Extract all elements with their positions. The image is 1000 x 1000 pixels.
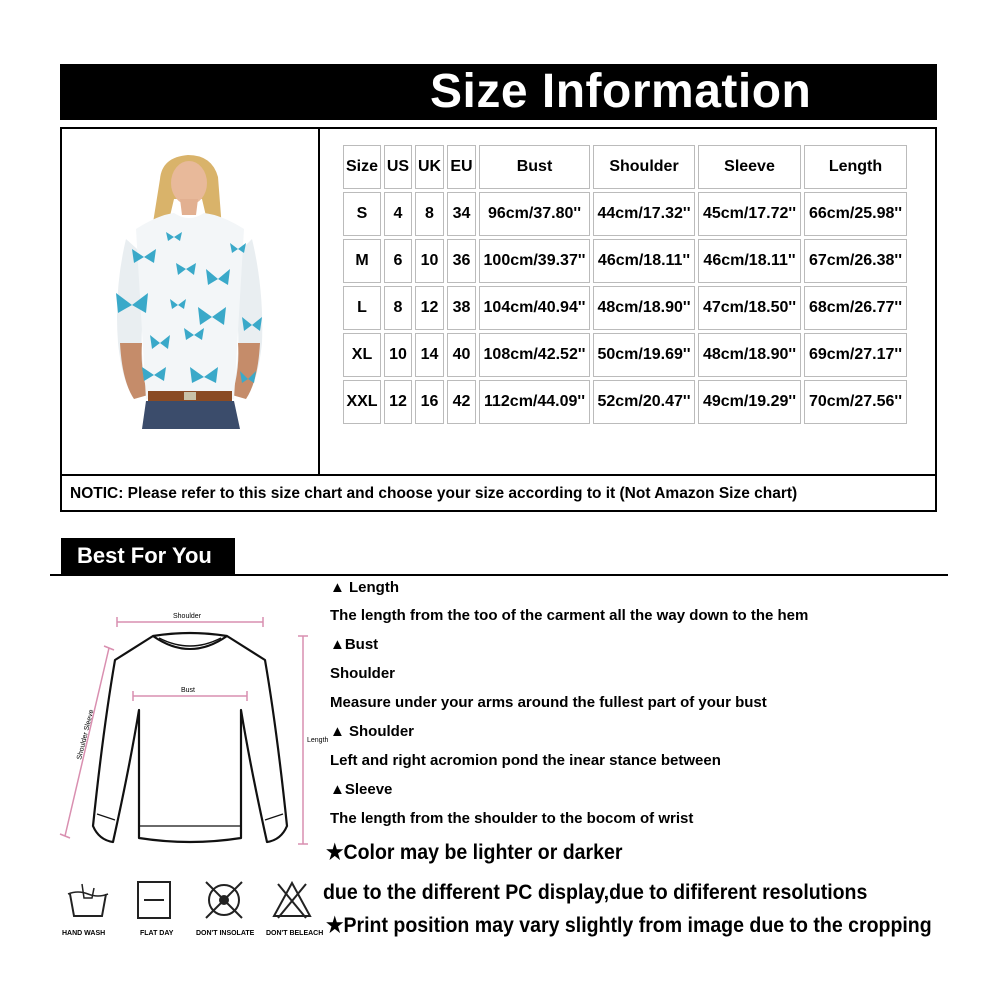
table-cell: 44cm/17.32'' — [593, 192, 695, 236]
table-cell: 46cm/18.11'' — [593, 239, 695, 283]
table-cell: 40 — [447, 333, 476, 377]
product-photo-cell — [62, 129, 320, 474]
flat-dry-icon — [124, 880, 184, 920]
table-cell: 36 — [447, 239, 476, 283]
do-not-bleach-label: DON'T BELEACH — [266, 930, 324, 937]
title-bar — [60, 64, 937, 120]
table-cell: 16 — [415, 380, 444, 424]
table-row — [343, 380, 907, 424]
table-cell: S — [343, 192, 381, 236]
table-row — [343, 239, 907, 283]
table-header-cell: US — [384, 145, 412, 189]
table-cell: 67cm/26.38'' — [804, 239, 907, 283]
table-cell: 8 — [415, 192, 444, 236]
do-not-insolate-label: DON'T INSOLATE — [196, 930, 255, 937]
table-cell: 50cm/19.69'' — [593, 333, 695, 377]
table-cell: 48cm/18.90'' — [698, 333, 801, 377]
product-photo — [62, 129, 318, 474]
notice-row — [62, 474, 935, 512]
table-cell: 100cm/39.37'' — [479, 239, 590, 283]
table-cell: 12 — [384, 380, 412, 424]
best-for-you-header — [61, 538, 235, 574]
table-cell: 52cm/20.47'' — [593, 380, 695, 424]
table-cell: M — [343, 239, 381, 283]
print-note: ★Print position may vary slightly from image due to the cropping — [326, 914, 932, 937]
table-cell: 70cm/27.56'' — [804, 380, 907, 424]
size-table — [340, 142, 910, 427]
length-label: Length — [307, 737, 329, 744]
table-cell: 6 — [384, 239, 412, 283]
table-cell: XL — [343, 333, 381, 377]
bust-label: Bust — [181, 687, 196, 694]
table-cell: 4 — [384, 192, 412, 236]
sleeve-heading: ▲Sleeve — [330, 781, 393, 798]
shoulder-label: Shoulder — [173, 613, 202, 620]
display-note: due to the different PC display,due to dififerent resolutions — [323, 881, 868, 904]
table-row — [343, 286, 907, 330]
page-title: Size Information — [430, 65, 812, 118]
table-header-cell: Length — [804, 145, 907, 189]
shoulder-text: Left and right acromion pond the inear stance between — [330, 752, 721, 769]
table-header-cell: EU — [447, 145, 476, 189]
table-cell: 10 — [384, 333, 412, 377]
divider — [50, 574, 948, 576]
table-cell: 66cm/25.98'' — [804, 192, 907, 236]
table-cell: 68cm/26.77'' — [804, 286, 907, 330]
table-header-cell: Sleeve — [698, 145, 801, 189]
length-heading: ▲ Length — [330, 579, 400, 596]
table-cell: 10 — [415, 239, 444, 283]
measurement-diagram — [55, 600, 329, 860]
hand-wash-icon — [58, 880, 118, 920]
table-cell: 8 — [384, 286, 412, 330]
table-header-cell: Shoulder — [593, 145, 695, 189]
table-cell: L — [343, 286, 381, 330]
table-cell: XXL — [343, 380, 381, 424]
table-cell: 96cm/37.80'' — [479, 192, 590, 236]
table-cell: 42 — [447, 380, 476, 424]
table-header-row — [343, 145, 907, 189]
length-text: The length from the too of the carment all the way down to the hem — [330, 607, 809, 624]
shoulder-heading: ▲ Shoulder — [330, 723, 415, 740]
do-not-bleach-icon — [262, 880, 322, 920]
color-note: ★Color may be lighter or darker — [326, 841, 623, 864]
sleeve-text: The length from the shoulder to the bocom of wrist — [330, 810, 694, 827]
shoulder-word: Shoulder — [330, 665, 396, 682]
table-cell: 48cm/18.90'' — [593, 286, 695, 330]
table-cell: 34 — [447, 192, 476, 236]
table-cell: 12 — [415, 286, 444, 330]
table-cell: 46cm/18.11'' — [698, 239, 801, 283]
table-header-cell: Bust — [479, 145, 590, 189]
table-header-cell: Size — [343, 145, 381, 189]
table-cell: 49cm/19.29'' — [698, 380, 801, 424]
table-cell: 108cm/42.52'' — [479, 333, 590, 377]
table-row — [343, 333, 907, 377]
table-cell: 47cm/18.50'' — [698, 286, 801, 330]
table-cell: 104cm/40.94'' — [479, 286, 590, 330]
flat-dry-label: FLAT DAY — [140, 930, 174, 937]
notice-text: NOTIC: Please refer to this size chart and choose your size according to it (Not Amazon Size chart) — [70, 485, 798, 502]
bust-heading: ▲Bust — [330, 636, 379, 653]
table-cell: 14 — [415, 333, 444, 377]
bust-text: Measure under your arms around the fullest part of your bust — [330, 694, 767, 711]
shoulder-sleeve-label: Shoulder Sleeve — [76, 708, 96, 761]
table-row — [343, 192, 907, 236]
table-cell: 112cm/44.09'' — [479, 380, 590, 424]
do-not-insolate-icon — [194, 880, 254, 920]
table-header-cell: UK — [415, 145, 444, 189]
best-for-you-title: Best For You — [77, 543, 212, 568]
table-cell: 69cm/27.17'' — [804, 333, 907, 377]
table-cell: 45cm/17.72'' — [698, 192, 801, 236]
table-cell: 38 — [447, 286, 476, 330]
hand-wash-label: HAND WASH — [62, 930, 106, 937]
